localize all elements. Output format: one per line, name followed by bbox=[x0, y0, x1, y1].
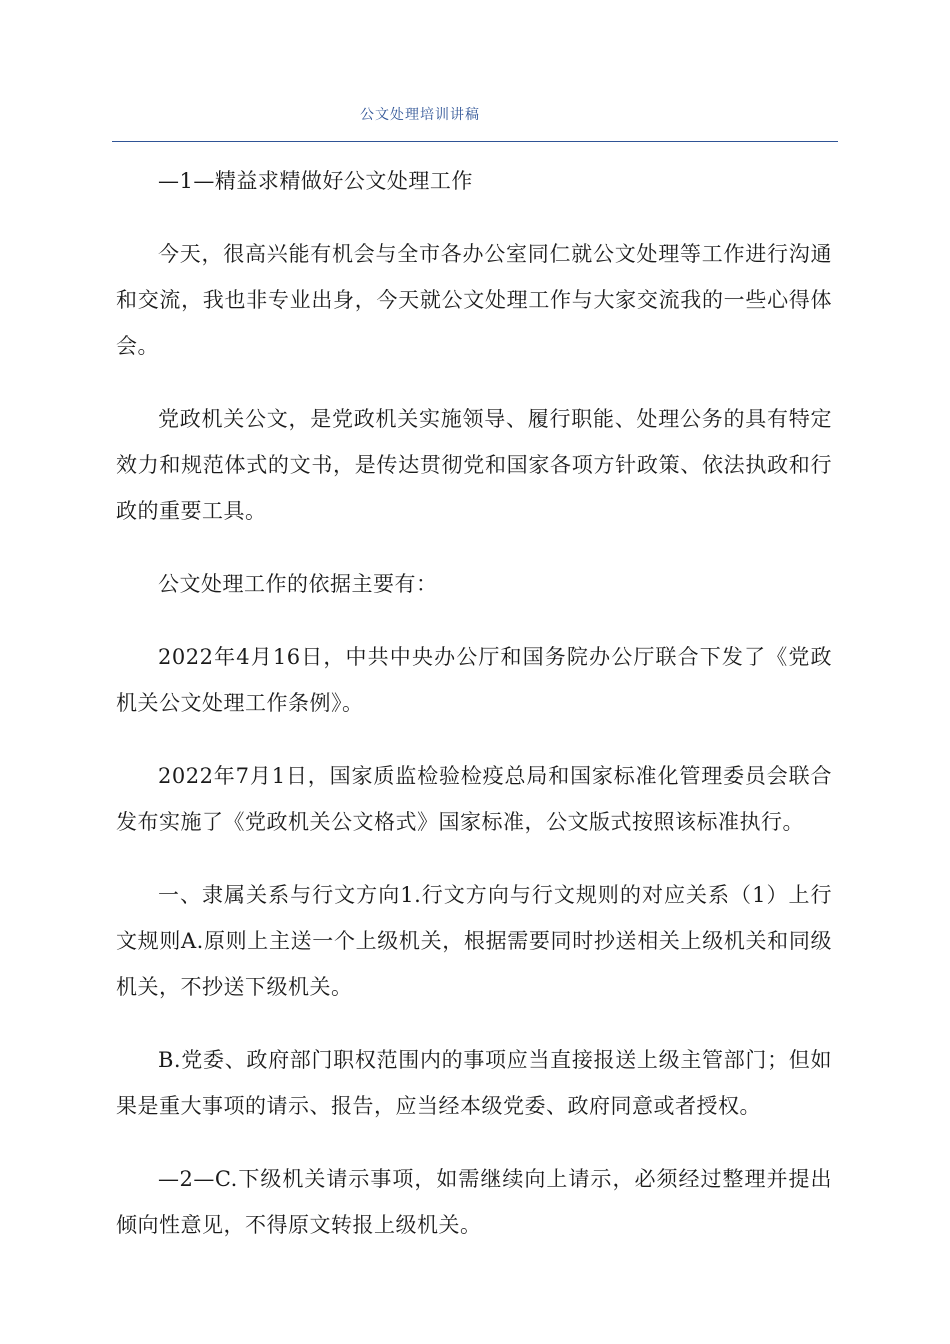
paragraph: 今天，很高兴能有机会与全市各办公室同仁就公文处理等工作进行沟通和交流，我也非专业出身，今天就公文处理工作与大家交流我的一些心得体会。 bbox=[116, 242, 832, 358]
paragraph: 一、隶属关系与行文方向1.行文方向与行文规则的对应关系（1）上行文规则A.原则上主送一个上级机关，根据需要同时抄送相关上级机关和同级机关，不抄送下级机关。 bbox=[116, 883, 832, 999]
paragraph: B.党委、政府部门职权范围内的事项应当直接报送上级主管部门；但如果是重大事项的请示、报告，应当经本级党委、政府同意或者授权。 bbox=[116, 1048, 832, 1118]
header-title: 公文处理培训讲稿 bbox=[360, 107, 480, 123]
paragraph-heading: —1—精益求精做好公文处理工作 bbox=[158, 169, 473, 193]
paragraph: 公文处理工作的依据主要有： bbox=[158, 572, 438, 596]
paragraph: —2—C.下级机关请示事项，如需继续向上请示，必须经过整理并提出倾向性意见，不得原文转报上级机关。 bbox=[116, 1167, 832, 1237]
header-divider bbox=[112, 141, 838, 142]
paragraph: 2022年7月1日，国家质监检验检疫总局和国家标准化管理委员会联合发布实施了《党政机关公文格式》国家标准，公文版式按照该标准执行。 bbox=[116, 764, 832, 834]
paragraph: 党政机关公文，是党政机关实施领导、履行职能、处理公务的具有特定效力和规范体式的文书，是传达贯彻党和国家各项方针政策、依法执政和行政的重要工具。 bbox=[116, 407, 832, 523]
document-body bbox=[116, 158, 832, 1275]
paragraph: 2022年4月16日，中共中央办公厅和国务院办公厅联合下发了《党政机关公文处理工作条例》。 bbox=[116, 645, 832, 715]
